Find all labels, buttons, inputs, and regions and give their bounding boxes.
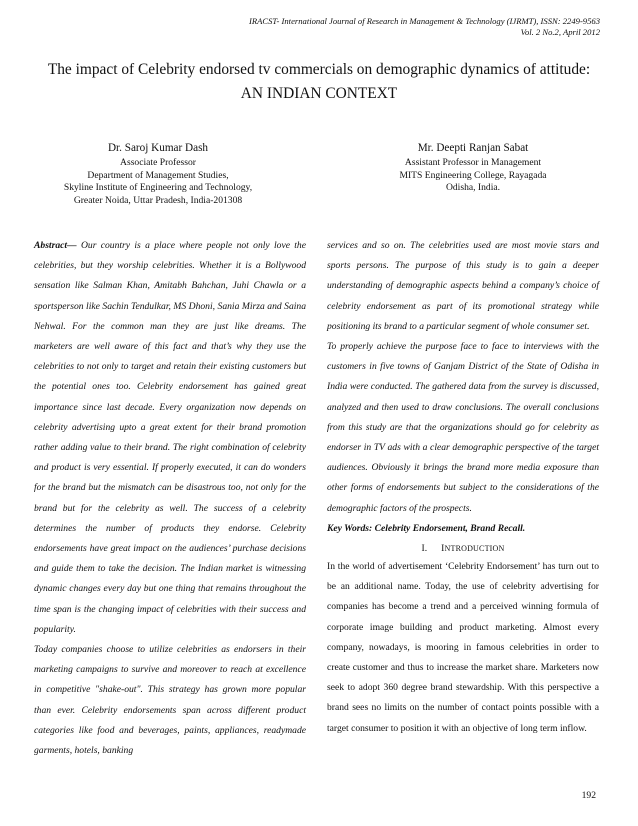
introduction-paragraph: In the world of advertisement ‘Celebrity Endorsement’ has turn out to be an additional name. Today, the use of celebrity advertising for companies has become a trend and a perceived winning formula of corporate image building and product marketing. Almost every company, nowadays, is mooring in famous celebrities in order to create customer and thus to increase the market share. Marketers now seek to adopt 360 degree brand stewardship. With this perspective a brand sees no limits on the number of contact points possible with a target consumer to position it with an objective of long term inflow.	[327, 561, 599, 734]
journal-volume-line: Vol. 2 No.2, April 2012	[520, 27, 600, 37]
journal-header	[140, 16, 600, 38]
section-heading	[327, 542, 599, 556]
paper-title-line: The impact of Celebrity endorsed tv commercials on demographic dynamics of attitude:	[47, 61, 591, 78]
abstract-paragraph-2: Today companies choose to utilize celebrities as endorsers in their marketing campaigns to survive and moreover to reach at excellence in competitive "shake-out". This strategy has grown more popular than ever. Celebrity endorsements span across different product categories like food and beverages, paints, appliances, readymade garments, hotels, banking	[34, 644, 306, 757]
author-affiliation-line: Skyline Institute of Engineering and Technology,	[63, 182, 253, 194]
paper-subtitle-line: AN INDIAN CONTEXT	[240, 85, 398, 102]
page-number: 192	[581, 790, 596, 801]
author-block-2	[345, 141, 601, 195]
section-number: I.	[421, 543, 428, 555]
abstract-heading: Abstract—	[34, 240, 77, 251]
author-affiliation-line: Greater Noida, Uttar Pradesh, India-201308	[73, 194, 243, 206]
paper-title	[30, 58, 608, 106]
abstract-paragraph	[34, 236, 306, 640]
left-column	[34, 236, 306, 761]
section-title-initial: I	[441, 543, 445, 555]
author-affiliation-line: MITS Engineering College, Rayagada	[399, 169, 547, 181]
author-block-1	[38, 141, 278, 207]
author-name: Mr. Deepti Ranjan Sabat	[417, 142, 529, 154]
section-title: INTRODUCTION	[441, 543, 505, 555]
right-column	[327, 236, 599, 739]
journal-header-line: IRACST- International Journal of Research in Management & Technology (IJRMT), ISSN: 2249-9563	[248, 16, 600, 26]
author-affiliation-line: Assistant Professor in Management	[404, 157, 542, 168]
author-affiliation-line: Odisha, India.	[445, 182, 501, 194]
abstract-paragraph-3: To properly achieve the purpose face to face to interviews with the customers in five towns of Ganjam District of the State of Odisha in India were conducted. The gathered data from the survey is discussed, analyzed and then used to draw conclusions. The overall conclusions from this study are that the organizations should go for celebrity as endorser in TV ads with a clear demographic perspective of the target audiences. Obviously it brings the brand more media exposure than other forms of endorsements but subject to the considerations of the demographic factors of the prospects.	[327, 341, 599, 514]
author-name: Dr. Saroj Kumar Dash	[107, 142, 209, 154]
keywords: Key Words: Celebrity Endorsement, Brand Recall.	[327, 522, 526, 534]
abstract-text: Our country is a place where people not only love the celebrities, but they worship celebrities. Whether it is a Bollywood sensation like Salman Khan, Amitabh Bahchan, Juhi Chawla or a sportsperson like Sachin Tendulkar, MS Dhoni, Sania Mirza and Saina Nehwal. For the common man they are just like dreams. The marketers are well aware of this fact and that’s why they use the celebrities to not only to target and retain their existing customers but the potential ones too. Celebrity endorsement has gained great importance since last decade. Every organization now depends on celebrity advertising upto a great extent for their brand promotion rather adding value to their brand. The right combination of celebrity and product is very essential. If properly executed, it can do wonders for the brand but the mismatch can be disastrous too, not only for the brand but for the celebrity as well. The success of a celebrity determines the number of products they endorse. Celebrity endorsements have great impact on the audiences’ purchase decisions and guide them to take the decision. The Indian market is witnessing dynamic changes every day but one thing that remains throughout the time span is the changing impact of celebrities with their success and popularity.	[34, 240, 306, 635]
author-affiliation-line: Associate Professor	[120, 157, 196, 168]
author-affiliation-line: Department of Management Studies,	[87, 169, 229, 181]
abstract-continuation: services and so on. The celebrities used are most movie stars and sports persons. The purpose of this study is to gain a deeper understanding of demographic aspects behind a company’s choice of celebrity endorsement as part of its promotional strategy while positioning its brand to a particular segment of whole consumer set.	[327, 240, 599, 332]
